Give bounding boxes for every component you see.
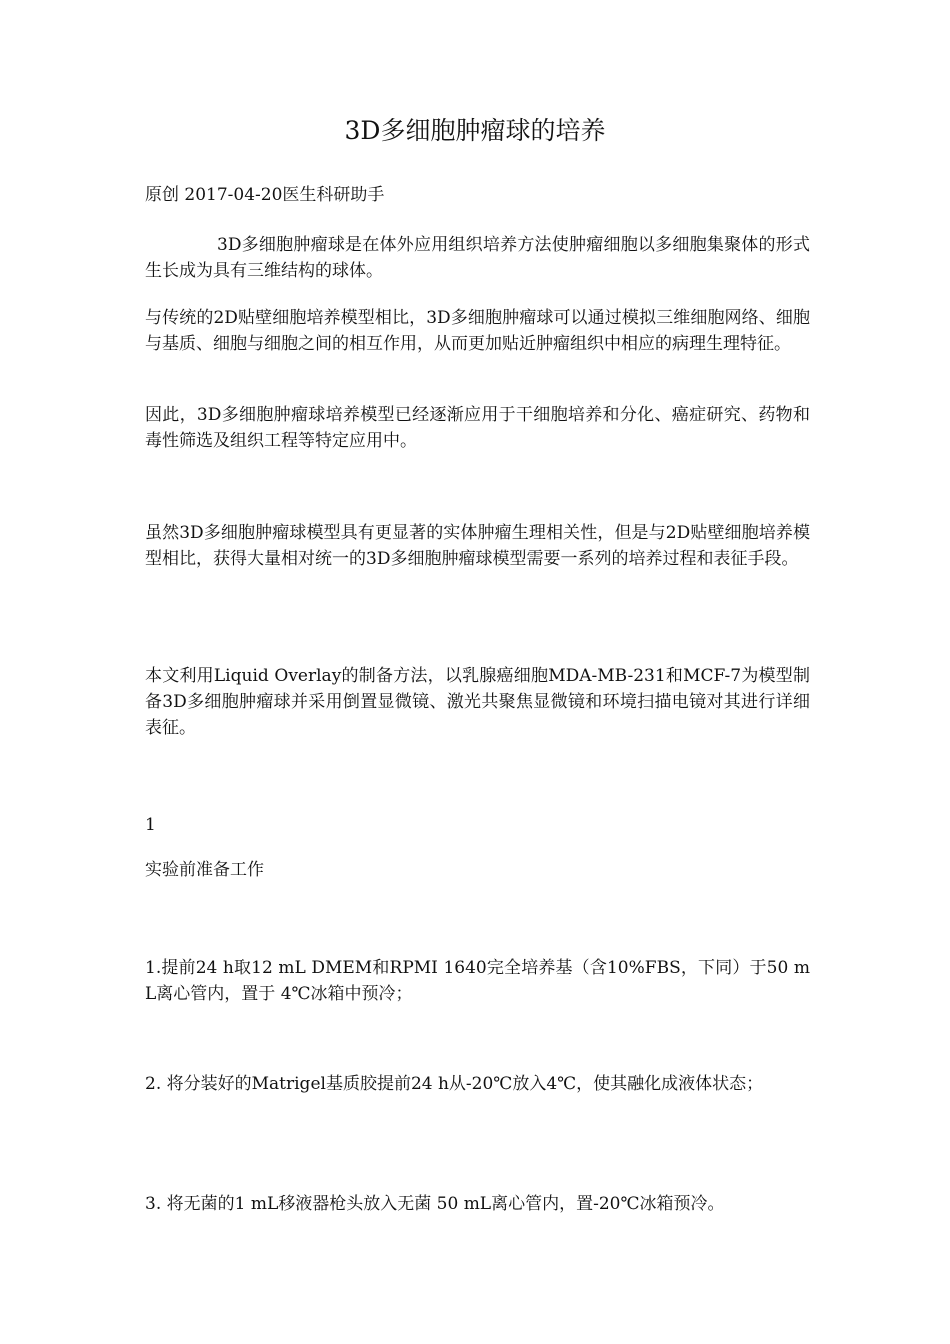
paragraph-intro: 3D多细胞肿瘤球是在体外应用组织培养方法使肿瘤细胞以多细胞集聚体的形式生长成为具有三维结构的球体。 [145, 235, 810, 281]
document-title: 3D多细胞肿瘤球的培养 [344, 116, 606, 145]
section-title: 实验前准备工作 [145, 860, 264, 880]
paragraph-challenges: 虽然3D多细胞肿瘤球模型具有更显著的实体肿瘤生理相关性，但是与2D贴壁细胞培养模型相比，获得大量相对统一的3D多细胞肿瘤球模型需要一系列的培养过程和表征手段。 [145, 523, 810, 569]
step-1: 1.提前24 h取12 mL DMEM和RPMI 1640完全培养基（含10%FBS，下同）于50 mL离心管内，置于 4℃冰箱中预冷； [145, 958, 810, 1004]
paragraph-comparison: 与传统的2D贴壁细胞培养模型相比，3D多细胞肿瘤球可以通过模拟三维细胞网络、细胞与基质、细胞与细胞之间的相互作用，从而更加贴近肿瘤组织中相应的病理生理特征。 [145, 308, 810, 354]
step-2: 2. 将分装好的Matrigel基质胶提前24 h从-20℃放入4℃，使其融化成液体状态； [145, 1074, 764, 1094]
paragraph-method: 本文利用Liquid Overlay的制备方法，以乳腺癌细胞MDA-MB-231和MCF-7为模型制备3D多细胞肿瘤球并采用倒置显微镜、激光共聚焦显微镜和环境扫描电镜对其进行详细表征。 [145, 666, 810, 738]
paragraph-applications: 因此，3D多细胞肿瘤球培养模型已经逐渐应用于干细胞培养和分化、癌症研究、药物和毒性筛选及组织工程等特定应用中。 [145, 405, 810, 451]
step-3: 3. 将无菌的1 mL移液器枪头放入无菌 50 mL离心管内，置-20℃冰箱预冷。 [145, 1194, 725, 1214]
section-number: 1 [145, 815, 156, 835]
byline: 原创 2017-04-20医生科研助手 [145, 185, 385, 205]
